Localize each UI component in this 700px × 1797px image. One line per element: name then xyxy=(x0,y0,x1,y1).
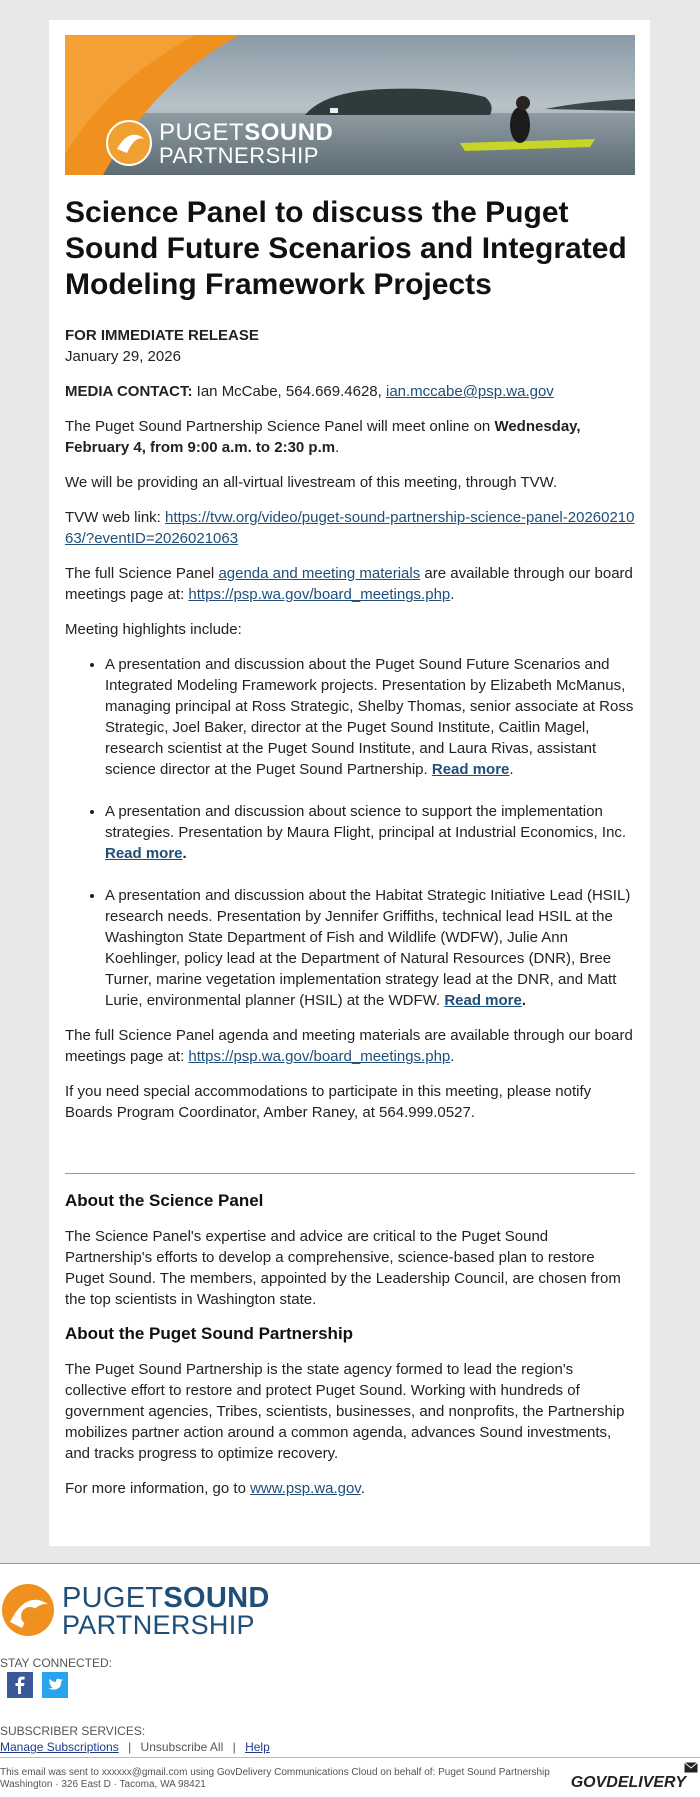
about-panel-heading: About the Science Panel xyxy=(65,1191,264,1210)
brand-sound-text: SOUND xyxy=(244,119,334,146)
materials2-text: The full Science Panel agenda and meeting materials are available through our board meetings page at: xyxy=(65,1027,633,1065)
highlight-end: . xyxy=(521,992,527,1009)
email-body xyxy=(65,35,635,1513)
facebook-icon xyxy=(7,1672,33,1698)
subscriber-links xyxy=(0,1740,270,1754)
media-label: MEDIA CONTACT: xyxy=(65,383,193,400)
release-date: January 29, 2026 xyxy=(65,348,181,365)
email-footer xyxy=(0,1563,700,1797)
footer-brand-puget: PUGET xyxy=(62,1582,164,1614)
materials-paragraph xyxy=(65,563,635,605)
footer-brand-sound: SOUND xyxy=(163,1582,270,1614)
livestream-paragraph: We will be providing an all-virtual livestream of this meeting, through TVW. xyxy=(65,474,558,491)
media-email-link[interactable]: ian.mccabe@psp.wa.gov xyxy=(385,383,554,400)
agenda-materials-link[interactable]: agenda and meeting materials xyxy=(218,565,421,582)
materials2-post: . xyxy=(450,1048,455,1065)
twitter-icon xyxy=(42,1672,68,1698)
read-more-link[interactable]: Read more xyxy=(444,992,522,1009)
separator: | xyxy=(232,1740,236,1754)
separator: | xyxy=(128,1740,132,1754)
more-info-post: . xyxy=(360,1480,365,1497)
meeting-pre: The Puget Sound Partnership Science Panel will meet online on xyxy=(65,418,491,435)
board-meetings-link-2[interactable]: https://psp.wa.gov/board_meetings.php xyxy=(188,1048,451,1065)
board-meetings-link[interactable]: https://psp.wa.gov/board_meetings.php xyxy=(188,586,451,603)
highlights-list xyxy=(65,654,635,1011)
help-link[interactable]: Help xyxy=(245,1740,270,1754)
list-item xyxy=(105,654,635,780)
highlight-text: A presentation and discussion about the Puget Sound Future Scenarios and Integrated Modeling Framework projects. Presentation by Elizabeth McManus, managing principal at Ross Strategic, Shelby Thomas, senior associate at Ross Strategic, Joel Baker, director at the Puget Sound Institute, Caitlin Magel, research scientist at the Puget Sound Institute, and Laura Rivas, assistant science director at the Puget Sound Partnership. xyxy=(105,656,634,778)
envelope-icon xyxy=(684,1762,698,1773)
tvw-paragraph xyxy=(65,507,635,549)
meeting-post: . xyxy=(335,439,340,456)
footer-notice-line2: Washington · 326 East D · Tacoma, WA 98421 xyxy=(0,1779,206,1790)
manage-subscriptions-link[interactable]: Manage Subscriptions xyxy=(0,1740,119,1754)
page-title: Science Panel to discuss the Puget Sound Future Scenarios and Integrated Modeling Framework Projects xyxy=(65,196,627,301)
more-info-paragraph xyxy=(65,1478,635,1499)
tvw-label: TVW web link: xyxy=(65,509,161,526)
meeting-when: Wednesday, February 4, from 9:00 a.m. to 2:30 p.m xyxy=(65,418,581,456)
about-panel-text: The Science Panel's expertise and advice are critical to the Puget Sound Partnership's efforts to develop a comprehensive, science-based plan to restore Puget Sound. The members, appointed by the Leadership Council, are chosen from the top scientists in Washington state. xyxy=(65,1228,621,1308)
twitter-link[interactable] xyxy=(42,1672,68,1698)
read-more-link[interactable]: Read more xyxy=(105,845,183,862)
section-divider xyxy=(65,1173,635,1174)
footer-notice xyxy=(0,1767,550,1791)
banner-image xyxy=(65,35,635,175)
tvw-link[interactable]: https://tvw.org/video/puget-sound-partnership-science-panel-2026021063/?eventID=2026021063 xyxy=(65,509,635,547)
footer-brand-partnership: PARTNERSHIP xyxy=(62,1610,255,1640)
footer-notice-line1: This email was sent to xxxxxx@gmail.com using GovDelivery Communications Cloud on behalf of: Puget Sound Partnership xyxy=(0,1767,550,1778)
meeting-paragraph xyxy=(65,416,635,458)
govdelivery-logo: GOVDELIVERY xyxy=(570,1774,686,1791)
highlights-intro: Meeting highlights include: xyxy=(65,621,242,638)
highlight-text: A presentation and discussion about the Habitat Strategic Initiative Lead (HSIL) research needs. Presentation by Jennifer Griffiths, technical lead HSIL at the Washington State Department of Fish and Wildlife (WDFW), Julie Ann Koehlinger, policy lead at the Department of Natural Resources (DNR), Bree Turner, marine vegetation implementation strategy lead at the DNR, and Matt Lurie, environmental planner (HSIL) at the WDFW. xyxy=(105,887,631,1009)
brand-puget-text: PUGET xyxy=(159,119,245,146)
list-item xyxy=(105,885,635,1011)
brand-partnership-text: PARTNERSHIP xyxy=(159,143,319,168)
highlight-end: . xyxy=(509,761,514,778)
materials2-paragraph xyxy=(65,1025,635,1067)
release-label: FOR IMMEDIATE RELEASE xyxy=(65,327,259,344)
accommodations-paragraph: If you need special accommodations to participate in this meeting, please notify Boards Program Coordinator, Amber Raney, at 564.999.0527. xyxy=(65,1083,592,1121)
email-card xyxy=(49,20,650,1546)
materials-pre: The full Science Panel xyxy=(65,565,215,582)
header-banner xyxy=(65,35,635,175)
list-item xyxy=(105,801,635,864)
read-more-link[interactable]: Read more xyxy=(431,761,510,778)
about-psp-heading: About the Puget Sound Partnership xyxy=(65,1324,354,1343)
media-text: Ian McCabe, 564.669.4628, xyxy=(196,383,382,400)
psp-website-link[interactable]: www.psp.wa.gov xyxy=(250,1480,361,1497)
highlight-end: . xyxy=(182,845,187,862)
psp-logo-icon xyxy=(0,1582,56,1638)
footer-divider xyxy=(0,1757,700,1758)
highlight-text: A presentation and discussion about science to support the implementation strategies. Presentation by Maura Flight, principal at Industrial Economics, Inc. xyxy=(105,803,627,841)
media-contact xyxy=(65,381,635,402)
about-psp-text: The Puget Sound Partnership is the state agency formed to lead the region's collective effort to restore and protect Puget Sound. Working with hundreds of government agencies, Tribes, scientists, businesses, and nonprofits, the Partnership mobilizes partner action around a common agenda, advances Sound investments, and tracks progress to optimize recovery. xyxy=(65,1361,625,1462)
facebook-link[interactable] xyxy=(7,1672,33,1698)
more-info-pre: For more information, go to xyxy=(65,1480,246,1497)
unsubscribe-all-link[interactable]: Unsubscribe All xyxy=(140,1740,224,1754)
materials-post: . xyxy=(450,586,455,603)
materials-mid: are available through our board meetings page at: xyxy=(65,565,633,603)
stay-connected-label: STAY CONNECTED: xyxy=(0,1656,113,1670)
subscriber-services-label: SUBSCRIBER SERVICES: xyxy=(0,1724,146,1738)
